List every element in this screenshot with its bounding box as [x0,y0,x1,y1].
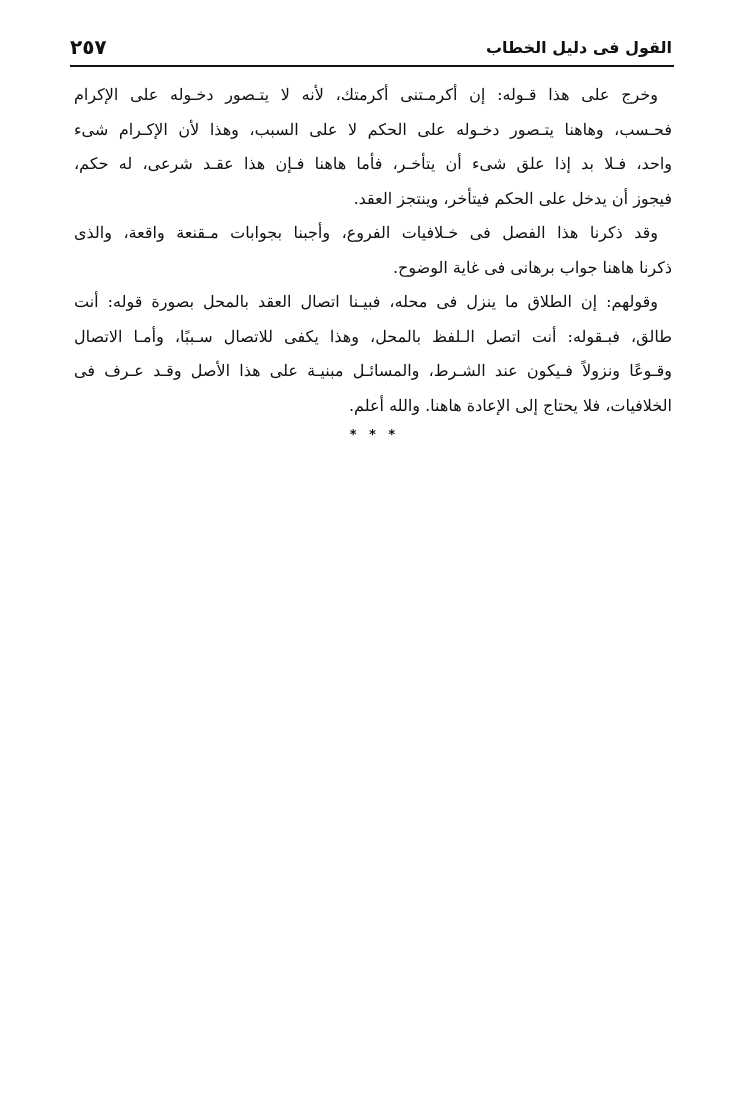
text-line: وقد ذكرنا هذا الفصل فى خـلافيات الفروع، وأجبنا بجوابات مـقنعة واقعة، والذى [74,223,658,242]
text-line: طالق، فبـقوله: أنت اتصل الـلفظ بالمحل، وهذا يكفى للاتصال سـببًا، وأمـا الاتصال [74,326,672,346]
page-number: ٢٥٧ [70,35,107,59]
text-line: وقولهم: إن الطلاق ما ينزل فى محله، فبيـنا اتصال العقد بالمحل بصورة قوله: أنت [74,292,658,311]
body-text [74,78,672,423]
text-line: ذكرنا هاهنا جواب برهانى فى غاية الوضوح. [392,257,672,277]
header-rule [70,65,674,67]
running-title: القول فى دليل الخطاب [485,38,672,57]
page-header [70,34,672,64]
text-line: واحد، فـلا بد إذا علق شىء أن يتأخـر، فأما هاهنا فـإن هذا عقـد شرعى، له حكم، [74,154,672,173]
paragraph-3 [74,285,672,423]
text-line: فيجوز أن يدخل على الحكم فيتأخر، وينتجز العقد. [353,188,672,208]
text-line: وقـوعًا ونزولاً فـيكون عند الشـرط، والمسائـل مبنيـة على هذا الأصل وقـد عـرف فى [74,361,672,380]
text-line: وخرج على هذا قـوله: إن أكرمـتنى أكرمتك، لأنه لا يتـصور دخـوله على الإكرام [74,85,658,104]
paragraph-2 [74,216,672,285]
text-line: الخلافيات، فلا يحتاج إلى الإعادة هاهنا. والله أعلم. [348,395,672,415]
text-line: فحـسب، وهاهنا يتـصور دخـوله على الحكم لا على السبب، وهذا لأن الإكـرام شىء [74,119,672,139]
section-divider: * * * [349,428,400,443]
paragraph-1 [74,78,672,216]
